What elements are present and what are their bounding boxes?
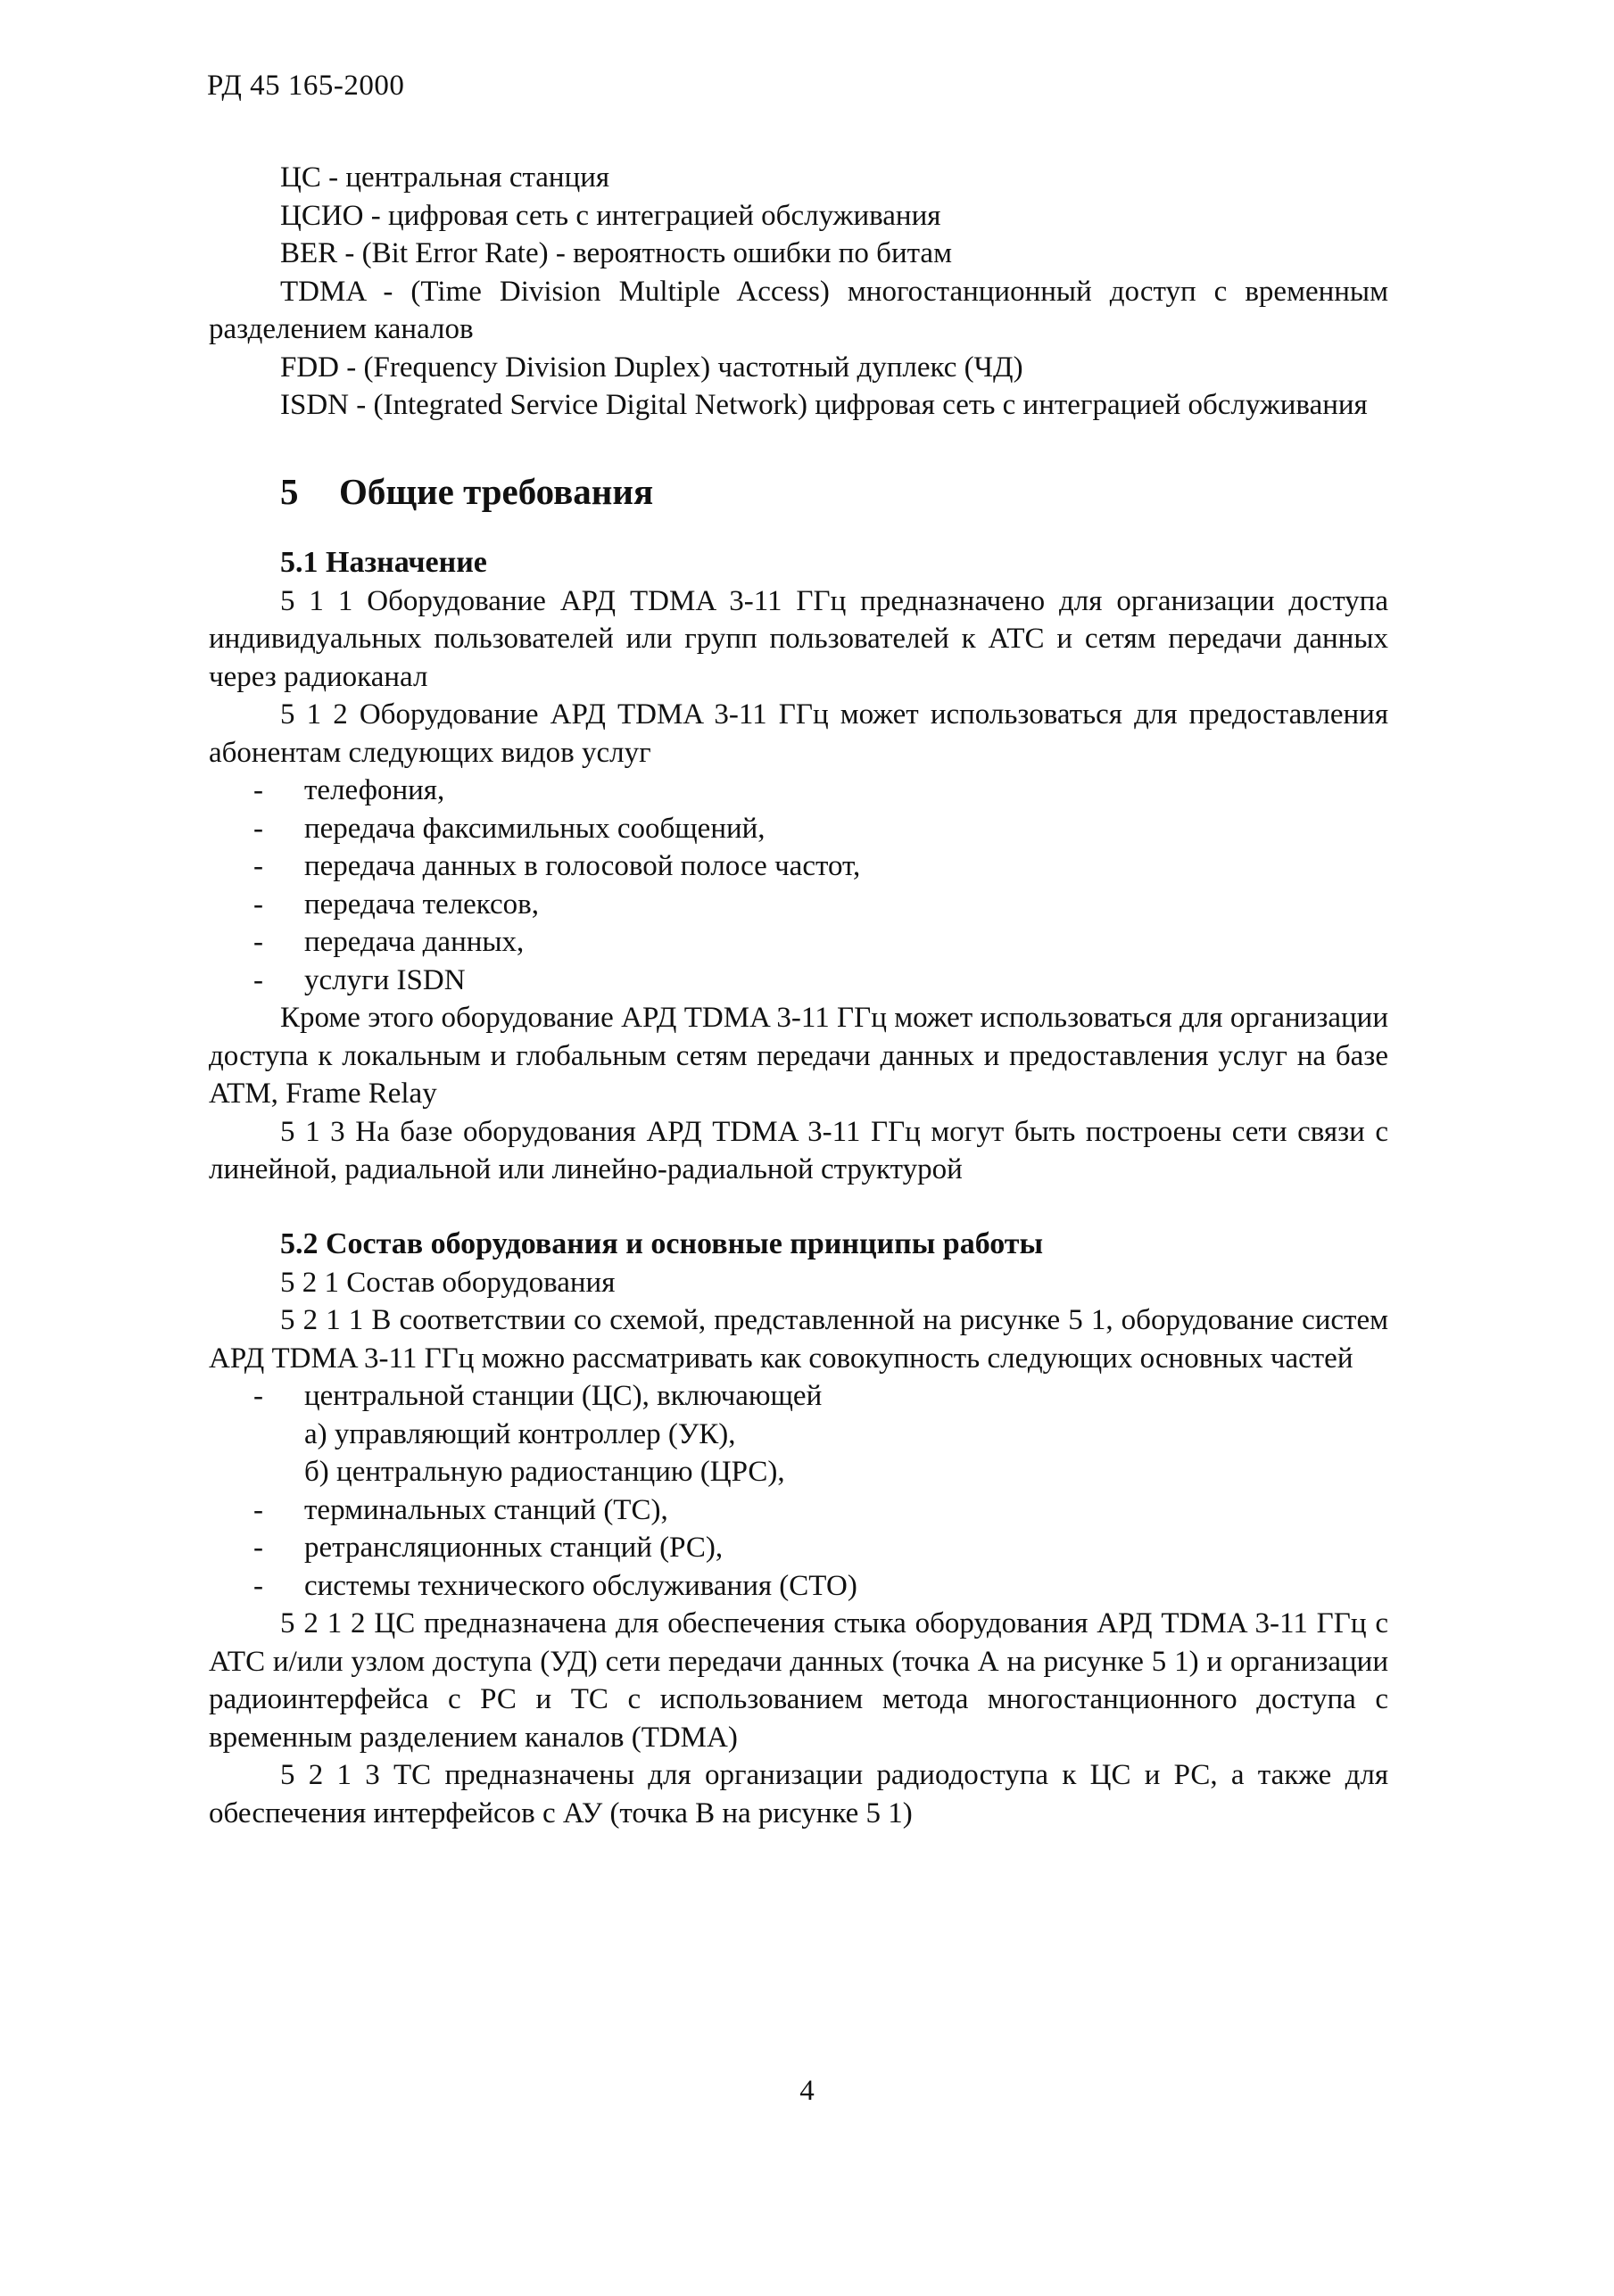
paragraph-5-2-1-1: 5 2 1 1 В соответствии со схемой, представленной на рисунке 5 1, оборудование систем АРД TDMA 3-11 ГГц можно рассматривать как совокупность следующих основных частей — [209, 1304, 1388, 1375]
parts-list — [209, 1377, 1388, 1416]
abbreviation-item: ISDN - (Integrated Service Digital Network) цифровая сеть с интеграцией обслуживания — [280, 389, 1368, 421]
paragraph-additional: Кроме этого оборудование АРД TDMA 3-11 ГГц может использоваться для организации доступа к локальным и глобальным сетям передачи данных и предоставления услуг на базе ATM, Frame Relay — [209, 1002, 1388, 1110]
list-item-text: центральной станции (ЦС), включающей — [304, 1380, 823, 1412]
section-number: 5 — [280, 470, 299, 512]
services-list — [209, 772, 1388, 999]
list-item: - передача данных в голосовой полосе частот, — [209, 847, 1388, 886]
paragraph-5-2-1-2: 5 2 1 2 ЦС предназначена для обеспечения стыка оборудования АРД TDMA 3-11 ГГц с АТС и/или узлом доступа (УД) сети передачи данных (точка А на рисунке 5 1) и организации радиоинтерфейса с РС и ТС с использованием метода многостанционного доступа с временным разделением каналов (TDMA) — [209, 1607, 1388, 1754]
list-item — [209, 1377, 1388, 1416]
parts-list — [209, 1491, 1388, 1606]
abbreviation-item: FDD - (Frequency Division Duplex) частотный дуплекс (ЧД) — [280, 351, 1023, 384]
list-item: - передача факсимильных сообщений, — [209, 810, 1388, 848]
list-item: - системы технического обслуживания (СТО) — [209, 1567, 1388, 1606]
page-content — [209, 159, 1388, 1832]
list-item: - терминальных станций (ТС), — [209, 1491, 1388, 1530]
document-code: РД 45 165-2000 — [207, 70, 405, 102]
sub-item: б) центральную радиостанцию (ЦРС), — [304, 1456, 785, 1488]
paragraph-5-1-3: 5 1 3 На базе оборудования АРД TDMA 3-11 ГГц могут быть построены сети связи с линейной, радиальной или линейно-радиальной структурой — [209, 1115, 1388, 1185]
page-number: 4 — [799, 2075, 815, 2107]
subsection-heading: 5.1 Назначение — [280, 545, 487, 579]
subsection-heading: 5.2 Состав оборудования и основные принципы работы — [280, 1226, 1044, 1260]
paragraph-5-1-1: 5 1 1 Оборудование АРД TDMA 3-11 ГГц предназначено для организации доступа индивидуальных пользователей или групп пользователей к АТС и сетям передачи данных через радиоканал — [209, 584, 1388, 693]
list-item: - передача телексов, — [209, 886, 1388, 924]
paragraph-5-1-2: 5 1 2 Оборудование АРД TDMA 3-11 ГГц может использоваться для предоставления абонентам следующих видов услуг — [209, 698, 1388, 769]
section-title: Общие требования — [339, 470, 654, 512]
abbreviations-list — [209, 159, 1388, 425]
abbreviation-item: ЦС - центральная станция — [280, 161, 610, 194]
paragraph-5-2-1-3: 5 2 1 3 ТС предназначены для организации радиодоступа к ЦС и РС, а также для обеспечения интерфейсов с АУ (точка В на рисунке 5 1) — [209, 1759, 1388, 1829]
paragraph-5-2-1: 5 2 1 Состав оборудования — [280, 1266, 616, 1299]
abbreviation-item: ЦСИО - цифровая сеть с интеграцией обслуживания — [280, 199, 941, 232]
section-heading — [209, 465, 1388, 518]
list-item: - услуги ISDN — [209, 962, 1388, 1000]
list-item: - ретрансляционных станций (РС), — [209, 1529, 1388, 1567]
sub-item: а) управляющий контроллер (УК), — [304, 1417, 736, 1450]
list-item: - передача данных, — [209, 923, 1388, 962]
abbreviation-item: BER - (Bit Error Rate) - вероятность ошибки по битам — [280, 237, 952, 269]
list-item: - телефония, — [209, 772, 1388, 810]
abbreviation-item: TDMA - (Time Division Multiple Access) многостанционный доступ с временным разделением каналов — [209, 275, 1388, 345]
